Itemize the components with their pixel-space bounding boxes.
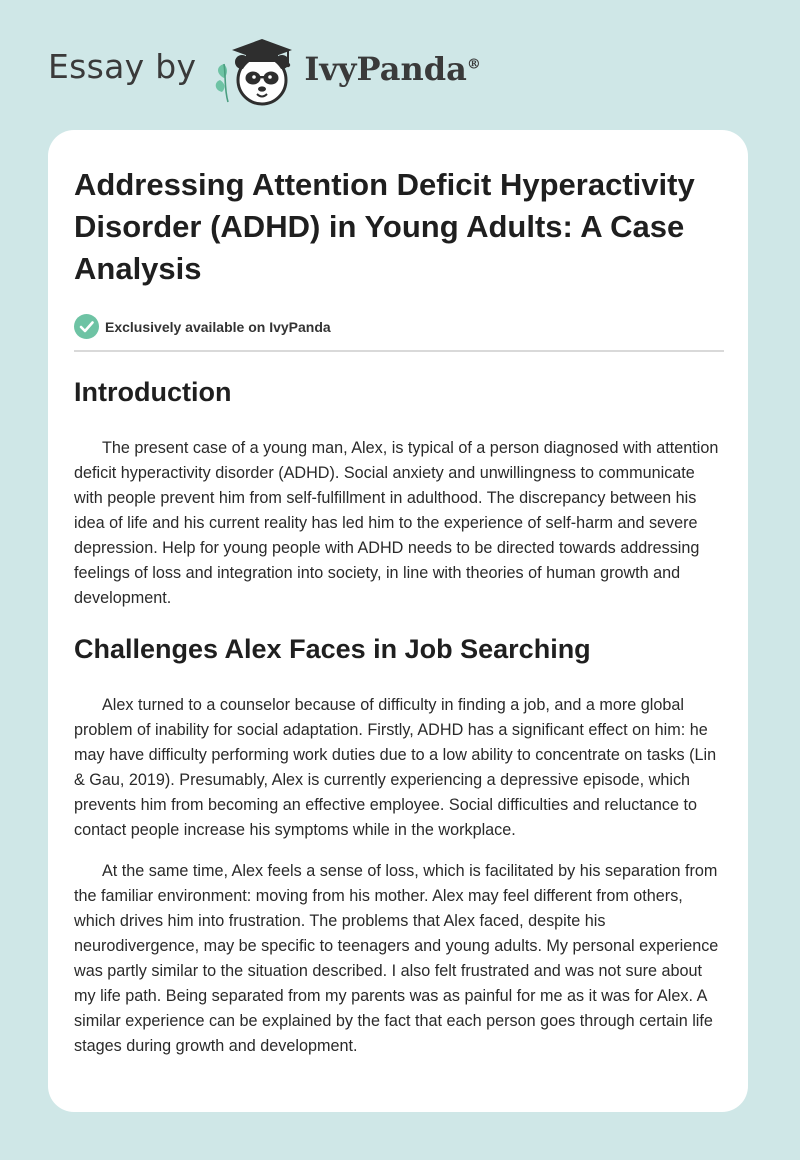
brand-name: IvyPanda®: [304, 50, 481, 88]
section-introduction: [74, 374, 724, 611]
exclusive-label: Exclusively available on IvyPanda: [105, 318, 331, 335]
brand-header[interactable]: [48, 30, 481, 110]
section-heading: Introduction: [74, 377, 232, 407]
panda-graduate-icon: [210, 30, 310, 110]
section-heading: Challenges Alex Faces in Job Searching: [74, 634, 591, 664]
paragraph: The present case of a young man, Alex, is typical of a person diagnosed with attention deficit hyperactivity disorder (ADHD). Social anxiety and unwillingness to communicate with people prevent him from self-fulfillment in adulthood. The discrepancy between his idea of life and his current reality has led him to the experience of self-harm and severe depression. Help for young people with ADHD needs to be directed towards addressing feelings of loss and integration into society, in line with theories of human growth and development.: [74, 439, 719, 607]
title-divider: [74, 350, 724, 352]
brand-prefix: Essay by: [48, 46, 197, 86]
registered-mark: ®: [466, 56, 481, 73]
paragraph: Alex turned to a counselor because of difficulty in finding a job, and a more global problem of inability for social adaptation. Firstly, ADHD has a significant effect on him: he may have difficulty performing work duties due to a low ability to concentrate on tasks (Lin & Gau, 2019). Presumably, Alex is currently experiencing a depressive episode, which prevents him from becoming an effective employee. Social difficulties and reluctance to contact people increase his symptoms while in the workplace.: [74, 696, 717, 839]
essay-title: Addressing Attention Deficit Hyperactivity Disorder (ADHD) in Young Adults: A Case Analysis: [74, 167, 695, 286]
essay-content: [74, 164, 724, 1059]
section-challenges: [74, 631, 724, 1059]
paragraph: At the same time, Alex feels a sense of loss, which is facilitated by his separation from the familiar environment: moving from his mother. Alex may feel different from others, which drives him into frustration. The problems that Alex faced, despite his neurodivergence, may be specific to teenagers and young adults. My personal experience was partly similar to the situation described. I also felt frustrated and was not sure about my life path. Being separated from my parents was as painful for me as it was for Alex. A similar experience can be explained by the fact that each person goes through certain life stages during growth and development.: [74, 862, 719, 1055]
check-circle-icon: [74, 314, 99, 339]
exclusive-badge: [74, 314, 724, 339]
essay-card: [48, 130, 748, 1112]
